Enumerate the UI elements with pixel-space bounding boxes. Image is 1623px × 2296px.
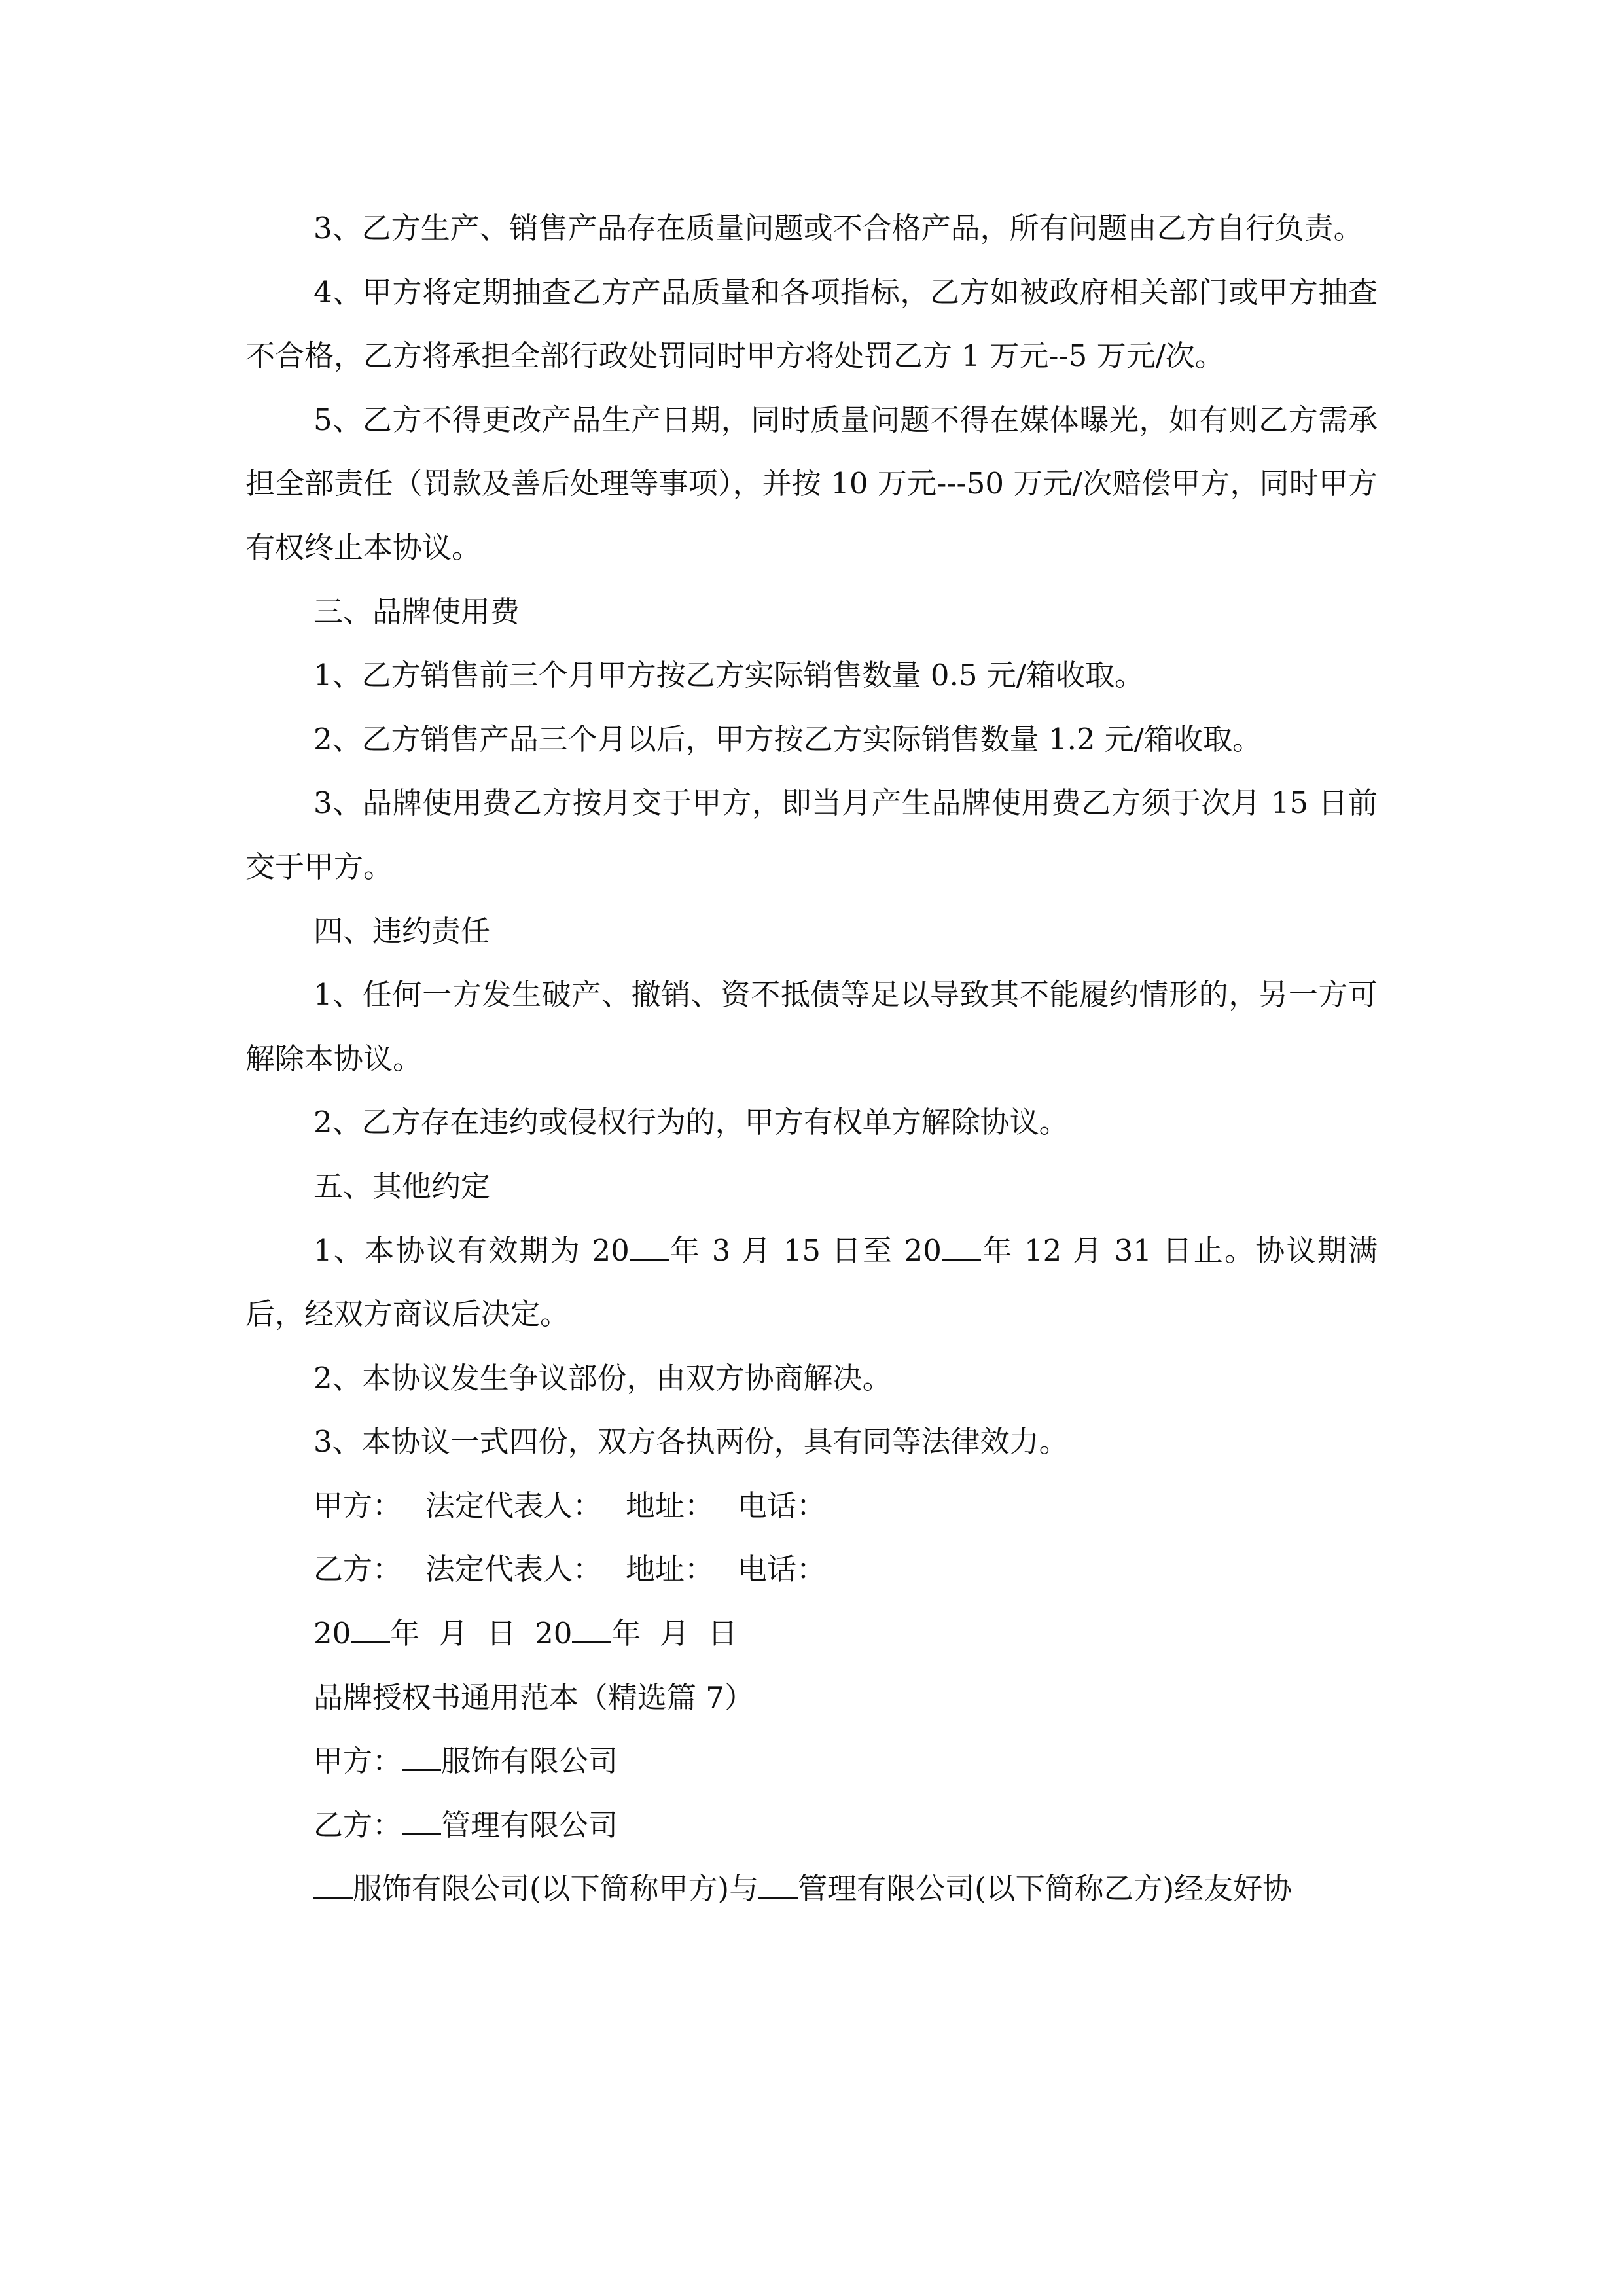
breach-clause-2: 2、乙方存在违约或侵权行为的，甲方有权单方解除协议。 bbox=[313, 1105, 1069, 1140]
blank-underline bbox=[630, 1232, 669, 1261]
rep-label: 法定代表人： bbox=[425, 1552, 603, 1587]
blank-underline bbox=[942, 1232, 981, 1261]
other-clause-1 bbox=[245, 1219, 1378, 1346]
intro-paragraph bbox=[245, 1857, 1378, 1921]
other-clause-2: 2、本协议发生争议部份，由双方协商解决。 bbox=[313, 1360, 892, 1395]
section-heading-breach: 四、违约责任 bbox=[313, 913, 491, 948]
breach-clause-1: 1、任何一方发生破产、撤销、资不抵债等足以导致其不能履约情形的，另一方可解除本协议。 bbox=[245, 977, 1378, 1076]
party-b-name: 管理有限公司 bbox=[441, 1807, 618, 1842]
address-label: 地址： bbox=[626, 1488, 715, 1523]
rep-label: 法定代表人： bbox=[425, 1488, 603, 1523]
blank-underline bbox=[402, 1807, 441, 1835]
blank-underline bbox=[313, 1871, 353, 1899]
phone-label: 电话： bbox=[738, 1488, 827, 1523]
fee-clause-1: 1、乙方销售前三个月甲方按乙方实际销售数量 0.5 元/箱收取。 bbox=[313, 658, 1144, 693]
blank-underline bbox=[402, 1743, 441, 1771]
validity-part-2: 年 3 月 15 日至 20 bbox=[668, 1232, 942, 1268]
signature-date-line bbox=[245, 1602, 1378, 1666]
fee-clause-3: 3、品牌使用费乙方按月交于甲方，即当月产生品牌使用费乙方须于次月 15 日前交于甲方。 bbox=[245, 785, 1378, 884]
party-a-label: 甲方： bbox=[313, 1488, 402, 1523]
party-a-line bbox=[245, 1729, 1378, 1793]
validity-part-1: 1、本协议有效期为 20 bbox=[313, 1232, 630, 1268]
party-b-label: 乙方： bbox=[313, 1807, 402, 1842]
intro-part-a: 服饰有限公司(以下简称甲方)与 bbox=[353, 1871, 759, 1907]
party-a-name: 服饰有限公司 bbox=[441, 1744, 618, 1779]
document-page bbox=[245, 196, 1378, 1921]
date-year-prefix: 20 bbox=[313, 1616, 351, 1651]
party-b-line bbox=[245, 1793, 1378, 1857]
clause-5-production-date: 5、乙方不得更改产品生产日期，同时质量问题不得在媒体曝光，如有则乙方需承担全部责任（罚款及善后处理等事项），并按 10 万元---50 万元/次赔偿甲方，同时甲方有权终止本协议。 bbox=[245, 402, 1378, 565]
section-heading-brand-fee: 三、品牌使用费 bbox=[313, 594, 520, 629]
party-a-label: 甲方： bbox=[313, 1744, 402, 1779]
phone-label: 电话： bbox=[738, 1552, 827, 1587]
address-label: 地址： bbox=[626, 1552, 715, 1587]
other-clause-3: 3、本协议一式四份，双方各执两份，具有同等法律效力。 bbox=[313, 1424, 1069, 1460]
fee-clause-2: 2、乙方销售产品三个月以后，甲方按乙方实际销售数量 1.2 元/箱收取。 bbox=[313, 721, 1262, 757]
section-title-template-7: 品牌授权书通用范本（精选篇 7） bbox=[313, 1679, 754, 1715]
signature-line-party-b bbox=[245, 1537, 1378, 1602]
validity-part-3: 年 12 月 31 日止。协议期满后，经双方商议后决定。 bbox=[245, 1232, 1378, 1332]
clause-4-inspection: 4、甲方将定期抽查乙方产品质量和各项指标，乙方如被政府相关部门或甲方抽查不合格，乙方将承担全部行政处罚同时甲方将处罚乙方 1 万元--5 万元/次。 bbox=[245, 274, 1378, 374]
blank-underline bbox=[758, 1871, 798, 1899]
date-rest-2: 年 月 日 bbox=[611, 1616, 738, 1651]
date-rest-1: 年 月 日 20 bbox=[390, 1616, 573, 1651]
blank-underline bbox=[572, 1615, 611, 1643]
signature-line-party-a bbox=[245, 1474, 1378, 1538]
blank-underline bbox=[351, 1615, 390, 1643]
section-heading-other: 五、其他约定 bbox=[313, 1168, 491, 1204]
intro-part-b: 管理有限公司(以下简称乙方)经友好协 bbox=[798, 1871, 1293, 1907]
party-b-label: 乙方： bbox=[313, 1552, 402, 1587]
clause-3-quality: 3、乙方生产、销售产品存在质量问题或不合格产品，所有问题由乙方自行负责。 bbox=[313, 211, 1363, 245]
